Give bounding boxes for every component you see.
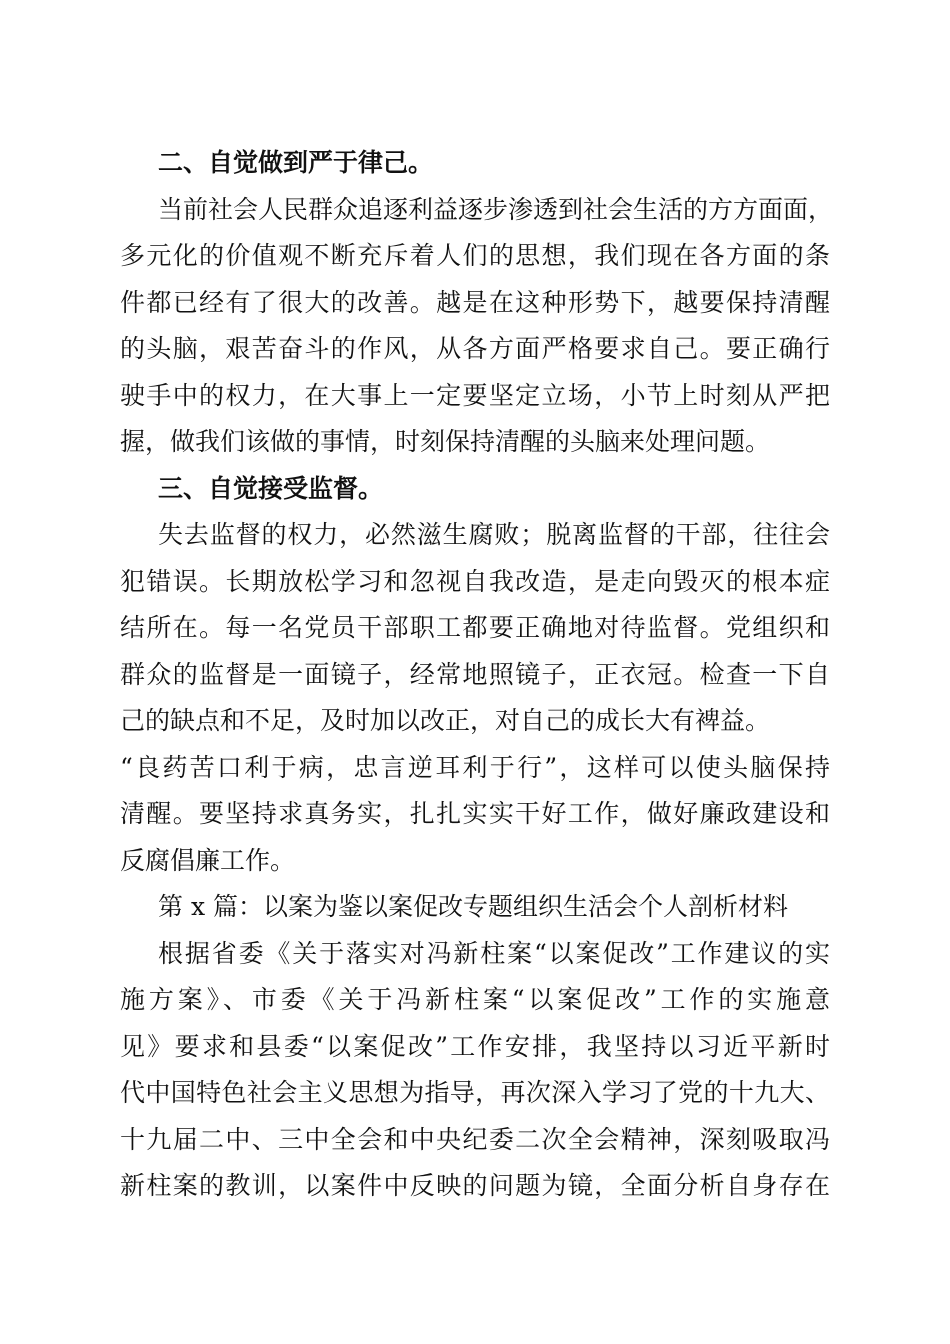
paragraph-line: 犯错误。长期放松学习和忽视自我改造，是走向毁灭的根本症 <box>120 566 830 596</box>
paragraph-line: 十九届二中、三中全会和中央纪委二次全会精神，深刻吸取冯 <box>120 1124 830 1154</box>
paragraph-line: 根据省委《关于落实对冯新柱案“以案促改”工作建议的实 <box>158 938 830 968</box>
article-title: 第 x 篇：以案为鉴以案促改专题组织生活会个人剖析材料 <box>158 892 788 921</box>
paragraph-line: 施方案》、市委《关于冯新柱案“以案促改”工作的实施意 <box>120 985 830 1014</box>
paragraph-line: 新柱案的教训，以案件中反映的问题为镜，全面分析自身存在 <box>120 1171 830 1200</box>
paragraph-line: 失去监督的权力，必然滋生腐败；脱离监督的干部，往往会 <box>158 520 830 549</box>
section-heading-3: 三、自觉接受监督。 <box>158 473 384 503</box>
paragraph-line: 驶手中的权力，在大事上一定要坚定立场，小节上时刻从严把 <box>120 380 830 410</box>
paragraph-line: 己的缺点和不足，及时加以改正，对自己的成长大有裨益。 <box>120 706 771 735</box>
paragraph-line: 的头脑，艰苦奋斗的作风，从各方面严格要求自己。要正确行 <box>120 334 830 363</box>
paragraph-line: 件都已经有了很大的改善。越是在这种形势下，越要保持清醒 <box>120 287 830 317</box>
paragraph-line: 清醒。要坚持求真务实，扎扎实实干好工作，做好廉政建设和 <box>120 799 830 828</box>
paragraph-line: 结所在。每一名党员干部职工都要正确地对待监督。党组织和 <box>120 613 830 642</box>
paragraph-line: 见》要求和县委“以案促改”工作安排，我坚持以习近平新时 <box>120 1031 830 1061</box>
paragraph-line: 握，做我们该做的事情，时刻保持清醒的头脑来处理问题。 <box>120 427 771 456</box>
paragraph-line: 多元化的价值观不断充斥着人们的思想，我们现在各方面的条 <box>120 241 830 270</box>
paragraph-line: 群众的监督是一面镜子，经常地照镜子，正衣冠。检查一下自 <box>120 659 830 689</box>
paragraph-line: “良药苦口利于病，忠言逆耳利于行”，这样可以使头脑保持 <box>120 752 830 782</box>
section-heading-2: 二、自觉做到严于律己。 <box>158 148 434 177</box>
paragraph-line: 代中国特色社会主义思想为指导，再次深入学习了党的十九大、 <box>120 1078 830 1107</box>
paragraph-line: 反腐倡廉工作。 <box>120 845 296 875</box>
paragraph-line: 当前社会人民群众追逐利益逐步渗透到社会生活的方方面面， <box>158 194 834 224</box>
document-body <box>120 140 834 1210</box>
